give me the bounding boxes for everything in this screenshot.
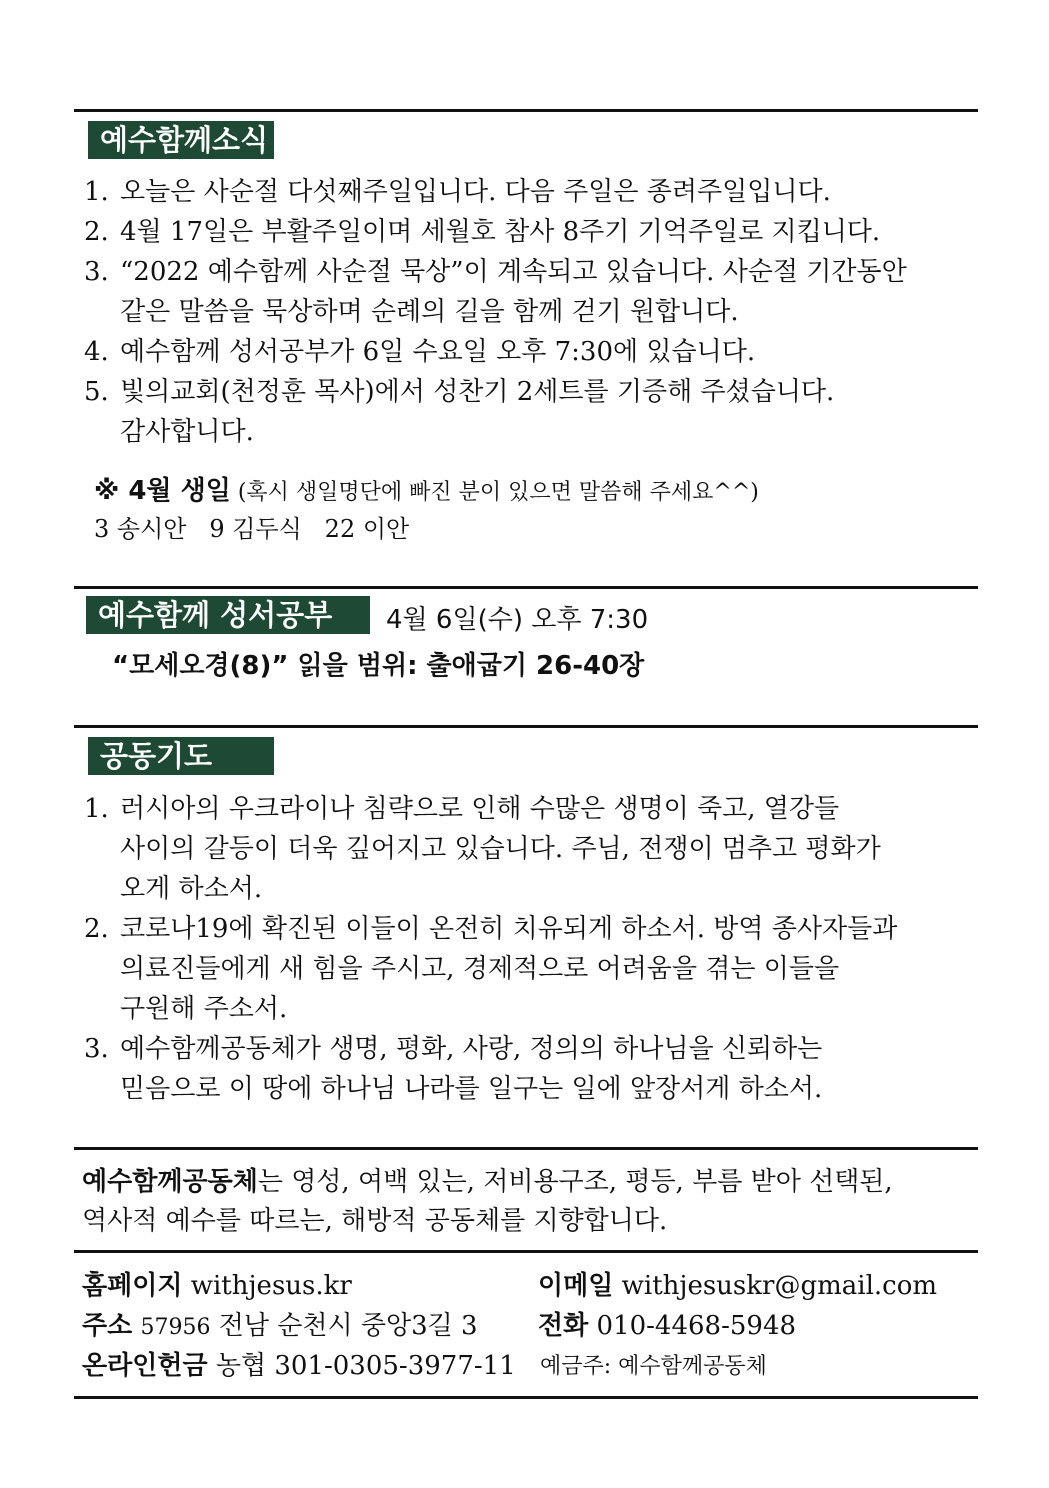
phone-label: 전화 bbox=[538, 1311, 589, 1341]
homepage-value[interactable]: withjesus.kr bbox=[190, 1271, 352, 1301]
list-item bbox=[84, 372, 964, 452]
list-item-text bbox=[120, 172, 964, 212]
offering-row bbox=[82, 1346, 516, 1386]
list-item-number: 5. bbox=[84, 377, 109, 407]
offering-value: 농협 301-0305-3977-11 bbox=[215, 1351, 516, 1381]
prayer-list bbox=[84, 789, 964, 1109]
birthday-header bbox=[94, 474, 759, 510]
account-holder: 예금주: 예수함께공동체 bbox=[540, 1354, 767, 1379]
list-item-line: 오게 하소서. bbox=[120, 874, 263, 904]
list-item-number: 3. bbox=[84, 1034, 109, 1064]
list-item-line: 믿음으로 이 땅에 하나님 나라를 일구는 일에 앞장서게 하소서. bbox=[120, 1074, 823, 1104]
bible-study-datetime: 4월 6일(수) 오후 7:30 bbox=[386, 605, 649, 635]
email-row bbox=[538, 1266, 937, 1306]
list-item-text bbox=[120, 372, 964, 452]
list-item-line: 구원해 주소서. bbox=[120, 994, 288, 1024]
bible-study-heading: 예수함께 성서공부 bbox=[86, 596, 370, 634]
mission-line-2: 역사적 예수를 따르는, 해방적 공동체를 지향합니다. bbox=[82, 1206, 668, 1236]
news-heading: 예수함께소식 bbox=[88, 121, 274, 159]
homepage-label: 홈페이지 bbox=[82, 1271, 183, 1301]
list-item-number: 3. bbox=[84, 257, 109, 287]
list-item-line: 러시아의 우크라이나 침략으로 인해 수많은 생명이 죽고, 열강들 bbox=[120, 794, 840, 824]
list-item bbox=[84, 212, 964, 252]
list-item-text bbox=[120, 789, 964, 909]
mission-text-1: 는 영성, 여백 있는, 저비용구조, 평등, 부름 받아 선택된, bbox=[257, 1167, 893, 1197]
list-item-number: 1. bbox=[84, 177, 109, 207]
list-item-line: 의료진들에게 새 힘을 주시고, 경제적으로 어려움을 겪는 이들을 bbox=[120, 954, 840, 984]
list-item-line: 코로나19에 확진된 이들이 온전히 치유되게 하소서. 방역 종사자들과 bbox=[120, 914, 898, 944]
list-item bbox=[84, 252, 964, 332]
list-item-line: 예수함께공동체가 생명, 평화, 사랑, 정의의 하나님을 신뢰하는 bbox=[120, 1034, 823, 1064]
rule-mission bbox=[74, 1147, 978, 1150]
news-list bbox=[84, 172, 964, 452]
top-rule bbox=[74, 109, 978, 112]
postcode: 57956 bbox=[140, 1315, 211, 1340]
rule-prayer bbox=[74, 725, 978, 728]
address-label: 주소 bbox=[82, 1311, 133, 1341]
offering-label: 온라인헌금 bbox=[82, 1351, 208, 1381]
address-value: 전남 순천시 중앙3길 3 bbox=[218, 1311, 478, 1341]
list-item-line: 빛의교회(천정훈 목사)에서 성찬기 2세트를 기증해 주셨습니다. bbox=[120, 377, 835, 407]
bible-study-topic: “모세오경(8)” 읽을 범위: 출애굽기 26-40장 bbox=[112, 651, 645, 681]
email-label: 이메일 bbox=[538, 1271, 614, 1301]
birthday-label: ※ 4월 생일 bbox=[94, 476, 231, 506]
birthday-list: 3 송시안 9 김두식 22 이안 bbox=[94, 515, 410, 543]
mission-community-name: 예수함께공동체 bbox=[82, 1167, 258, 1197]
list-item-line: 오늘은 사순절 다섯째주일입니다. 다음 주일은 종려주일입니다. bbox=[120, 177, 831, 207]
phone-value: 010-4468-5948 bbox=[596, 1311, 797, 1341]
list-item bbox=[84, 332, 964, 372]
list-item-text bbox=[120, 252, 964, 332]
list-item-number: 1. bbox=[84, 794, 109, 824]
list-item bbox=[84, 789, 964, 909]
list-item-line: 같은 말씀을 묵상하며 순례의 길을 함께 걷기 원합니다. bbox=[120, 297, 739, 327]
list-item bbox=[84, 1029, 964, 1109]
list-item-line: 사이의 갈등이 더욱 깊어지고 있습니다. 주님, 전쟁이 멈추고 평화가 bbox=[120, 834, 881, 864]
list-item-line: 감사합니다. bbox=[120, 417, 254, 447]
bottom-rule bbox=[74, 1396, 978, 1399]
list-item-text bbox=[120, 332, 964, 372]
address-row bbox=[82, 1306, 478, 1348]
list-item-line: “2022 예수함께 사순절 묵상”이 계속되고 있습니다. 사순절 기간동안 bbox=[120, 257, 907, 287]
list-item-text bbox=[120, 909, 964, 1029]
rule-bible-study bbox=[74, 586, 978, 589]
list-item-text bbox=[120, 212, 964, 252]
list-item-line: 4월 17일은 부활주일이며 세월호 참사 8주기 기억주일로 지킵니다. bbox=[120, 217, 881, 247]
homepage-row bbox=[82, 1266, 352, 1306]
birthday-note: (혹시 생일명단에 빠진 분이 있으면 말씀해 주세요^^) bbox=[237, 480, 759, 505]
list-item-number: 2. bbox=[84, 914, 109, 944]
list-item-line: 예수함께 성서공부가 6일 수요일 오후 7:30에 있습니다. bbox=[120, 337, 756, 367]
email-value[interactable]: withjesuskr@gmail.com bbox=[621, 1271, 938, 1301]
list-item-number: 2. bbox=[84, 217, 109, 247]
list-item bbox=[84, 909, 964, 1029]
rule-contact bbox=[74, 1250, 978, 1253]
phone-row bbox=[538, 1306, 796, 1346]
list-item bbox=[84, 172, 964, 212]
list-item-number: 4. bbox=[84, 337, 109, 367]
prayer-heading: 공동기도 bbox=[88, 737, 274, 775]
list-item-text bbox=[120, 1029, 964, 1109]
mission-line-1 bbox=[82, 1162, 893, 1202]
